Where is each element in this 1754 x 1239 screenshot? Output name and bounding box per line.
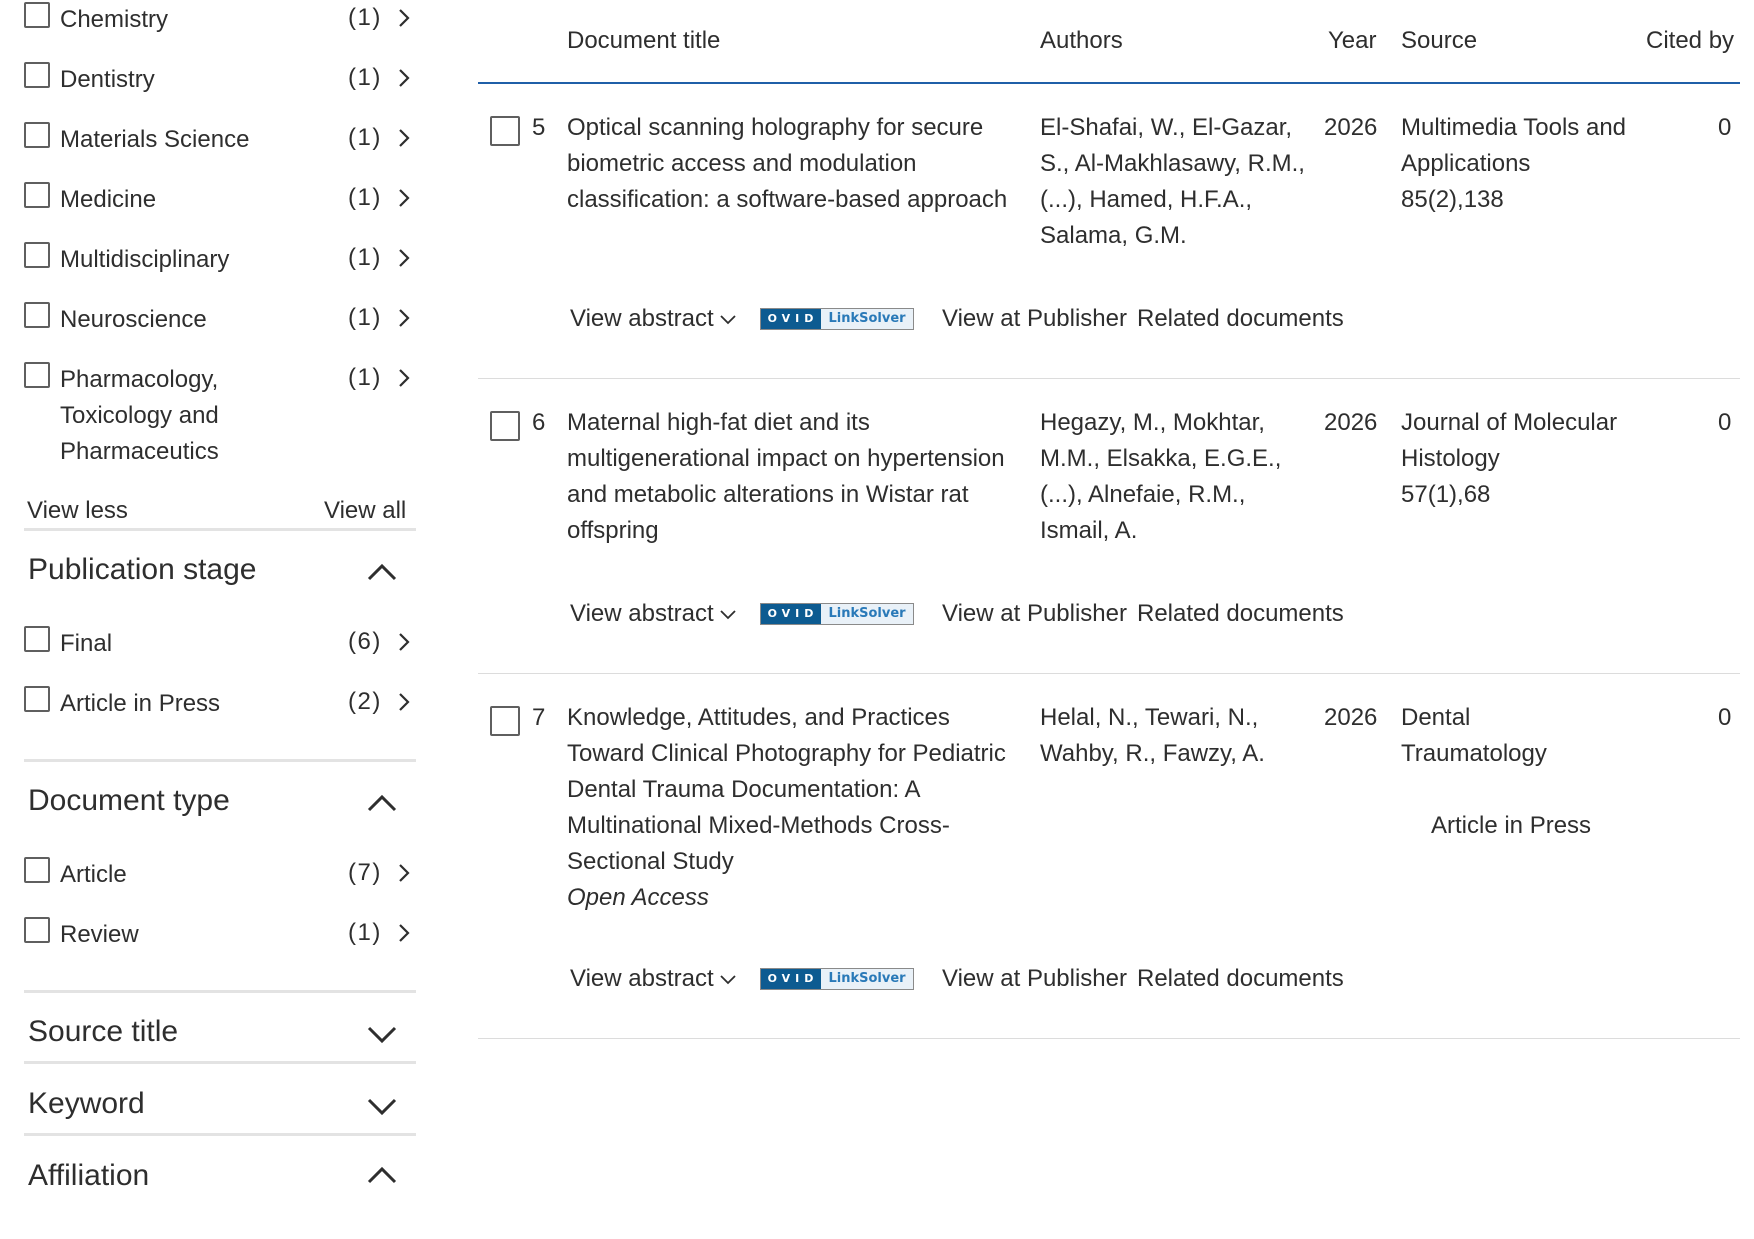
facet-checkbox[interactable] xyxy=(24,857,50,883)
related-documents-link[interactable]: Related documents xyxy=(1137,965,1344,992)
open-access-text: Open Access xyxy=(567,884,709,911)
chevron-right-icon[interactable] xyxy=(394,368,414,388)
chevron-up-icon[interactable] xyxy=(364,791,400,815)
facet-item-final[interactable] xyxy=(24,626,416,666)
facet-checkbox[interactable] xyxy=(24,686,50,712)
column-header-title[interactable]: Document title xyxy=(567,27,721,54)
source-detail: Article in Press xyxy=(1431,812,1592,839)
facet-checkbox[interactable] xyxy=(24,122,50,148)
facet-item-chemistry[interactable] xyxy=(24,2,416,42)
chevron-right-icon[interactable] xyxy=(394,923,414,943)
ovid-logo: OVID xyxy=(761,969,821,989)
facet-label: Chemistry xyxy=(60,6,169,33)
divider xyxy=(24,528,416,531)
row-number: 6 xyxy=(532,409,546,436)
facet-item-materials-science[interactable] xyxy=(24,122,416,162)
facet-label: Dentistry xyxy=(60,66,155,93)
source-title[interactable]: Dental Traumatology xyxy=(1401,704,1547,767)
authors[interactable]: Hegazy, M., Mokhtar, M.M., Elsakka, E.G.E., (...), Alnefaie, R.M., Ismail, A. xyxy=(1040,409,1282,544)
facet-checkbox[interactable] xyxy=(24,362,50,388)
divider xyxy=(24,1133,416,1136)
column-header-authors[interactable]: Authors xyxy=(1040,27,1123,54)
section-title-publication-stage[interactable]: Publication stage xyxy=(28,553,257,586)
chevron-right-icon[interactable] xyxy=(394,248,414,268)
related-documents-link[interactable]: Related documents xyxy=(1137,305,1344,332)
row-divider xyxy=(478,673,1740,674)
view-less-link[interactable]: View less xyxy=(27,497,128,524)
column-header-source[interactable]: Source xyxy=(1401,27,1478,54)
ovid-linksolver-button[interactable] xyxy=(760,968,914,990)
facet-count: (6) xyxy=(348,628,382,655)
facet-count: (1) xyxy=(348,124,382,151)
view-at-publisher-link[interactable]: View at Publisher xyxy=(942,600,1127,627)
facet-checkbox[interactable] xyxy=(24,242,50,268)
row-checkbox[interactable] xyxy=(490,116,520,146)
chevron-right-icon[interactable] xyxy=(394,692,414,712)
open-access-label xyxy=(567,880,709,916)
chevron-down-icon xyxy=(720,610,736,620)
divider xyxy=(24,1061,416,1064)
chevron-up-icon[interactable] xyxy=(364,1163,400,1187)
chevron-up-icon[interactable] xyxy=(364,560,400,584)
view-abstract-label: View abstract xyxy=(570,305,714,332)
facet-item-multidisciplinary[interactable] xyxy=(24,242,416,282)
facet-checkbox[interactable] xyxy=(24,2,50,28)
divider xyxy=(24,990,416,993)
ovid-logo: OVID xyxy=(761,309,821,329)
chevron-right-icon[interactable] xyxy=(394,308,414,328)
document-title-link[interactable]: Maternal high-fat diet and its multigenerational impact on hypertension and metabolic alterations in Wistar rat offspring xyxy=(567,409,1005,544)
chevron-down-icon xyxy=(720,975,736,985)
source-title[interactable]: Multimedia Tools and Applications xyxy=(1401,114,1627,177)
facet-item-review[interactable] xyxy=(24,917,416,957)
row-checkbox[interactable] xyxy=(490,411,520,441)
facet-checkbox[interactable] xyxy=(24,182,50,208)
divider xyxy=(24,759,416,762)
year: 2026 xyxy=(1324,114,1378,141)
column-header-cited-by[interactable]: Cited by xyxy=(1646,27,1735,54)
facet-item-medicine[interactable] xyxy=(24,182,416,222)
facet-count: (1) xyxy=(348,184,382,211)
section-title-keyword[interactable]: Keyword xyxy=(28,1087,145,1120)
authors[interactable]: El-Shafai, W., El-Gazar, S., Al-Makhlasawy, R.M., (...), Hamed, H.F.A., Salama, G.M. xyxy=(1040,114,1305,249)
year: 2026 xyxy=(1324,704,1378,731)
cited-by-count[interactable]: 0 xyxy=(1718,704,1732,731)
header-divider xyxy=(478,82,1740,84)
facet-count: (1) xyxy=(348,364,382,391)
authors[interactable]: Helal, N., Tewari, N., Wahby, R., Fawzy, A. xyxy=(1040,704,1265,767)
source-detail: 57(1),68 xyxy=(1401,481,1491,508)
facet-label: Materials Science xyxy=(60,126,250,153)
facet-count: (1) xyxy=(348,244,382,271)
chevron-right-icon[interactable] xyxy=(394,188,414,208)
facet-label: Final xyxy=(60,630,113,657)
facet-checkbox[interactable] xyxy=(24,917,50,943)
year: 2026 xyxy=(1324,409,1378,436)
view-at-publisher-link[interactable]: View at Publisher xyxy=(942,305,1127,332)
facet-checkbox[interactable] xyxy=(24,626,50,652)
row-number: 7 xyxy=(532,704,546,731)
chevron-right-icon[interactable] xyxy=(394,863,414,883)
facet-label: Multidisciplinary xyxy=(60,246,230,273)
facet-checkbox[interactable] xyxy=(24,302,50,328)
view-all-link[interactable]: View all xyxy=(324,497,407,524)
related-documents-link[interactable]: Related documents xyxy=(1137,600,1344,627)
document-title-link[interactable]: Optical scanning holography for secure biometric access and modulation classification: a software-based approach xyxy=(567,114,1008,213)
source-detail: 85(2),138 xyxy=(1401,186,1504,213)
section-title-affiliation[interactable]: Affiliation xyxy=(28,1159,150,1192)
chevron-down-icon[interactable] xyxy=(364,1022,400,1046)
facet-label: Review xyxy=(60,921,139,948)
facet-item-article[interactable] xyxy=(24,857,416,897)
facet-count: (1) xyxy=(348,4,382,31)
row-divider xyxy=(478,378,1740,379)
linksolver-label: LinkSolver xyxy=(821,309,913,329)
facet-item-neuroscience[interactable] xyxy=(24,302,416,342)
facet-label: Article in Press xyxy=(60,690,221,717)
linksolver-label: LinkSolver xyxy=(821,969,913,989)
view-abstract-button[interactable] xyxy=(570,964,736,994)
chevron-right-icon[interactable] xyxy=(394,632,414,652)
chevron-right-icon[interactable] xyxy=(394,128,414,148)
row-divider xyxy=(478,1038,1740,1039)
facet-label: Pharmacology, Toxicology and Pharmaceutics xyxy=(60,366,219,465)
cited-by-count[interactable]: 0 xyxy=(1718,114,1732,141)
ovid-linksolver-button[interactable] xyxy=(760,308,914,330)
facet-label: Medicine xyxy=(60,186,157,213)
view-at-publisher-link[interactable]: View at Publisher xyxy=(942,965,1127,992)
row-number: 5 xyxy=(532,114,546,141)
ovid-linksolver-button[interactable] xyxy=(760,603,914,625)
column-header-year[interactable]: Year xyxy=(1328,27,1377,54)
facet-count: (1) xyxy=(348,919,382,946)
facet-count: (2) xyxy=(348,688,382,715)
facet-count: (1) xyxy=(348,304,382,331)
chevron-right-icon[interactable] xyxy=(394,8,414,28)
chevron-down-icon[interactable] xyxy=(364,1094,400,1118)
section-title-document-type[interactable]: Document type xyxy=(28,784,230,817)
view-abstract-button[interactable] xyxy=(570,304,736,334)
section-title-source-title[interactable]: Source title xyxy=(28,1015,179,1048)
document-title-link[interactable]: Knowledge, Attitudes, and Practices Toward Clinical Photography for Pediatric Dental Trauma Documentation: A Multinational Mixed-Methods Cross-Sectional Study xyxy=(567,704,1006,875)
facet-label: Neuroscience xyxy=(60,306,207,333)
view-abstract-label: View abstract xyxy=(570,965,714,992)
chevron-down-icon xyxy=(720,315,736,325)
facet-item-pharmacology[interactable] xyxy=(24,362,416,472)
facet-label: Article xyxy=(60,861,127,888)
view-abstract-button[interactable] xyxy=(570,599,736,629)
facet-checkbox[interactable] xyxy=(24,62,50,88)
cited-by-count[interactable]: 0 xyxy=(1718,409,1732,436)
ovid-logo: OVID xyxy=(761,604,821,624)
row-checkbox[interactable] xyxy=(490,706,520,736)
linksolver-label: LinkSolver xyxy=(821,604,913,624)
chevron-right-icon[interactable] xyxy=(394,68,414,88)
view-abstract-label: View abstract xyxy=(570,600,714,627)
source-title[interactable]: Journal of Molecular Histology xyxy=(1401,409,1618,472)
facet-item-dentistry[interactable] xyxy=(24,62,416,102)
facet-count: (1) xyxy=(348,64,382,91)
facet-item-article-in-press[interactable] xyxy=(24,686,416,726)
facet-count: (7) xyxy=(348,859,382,886)
